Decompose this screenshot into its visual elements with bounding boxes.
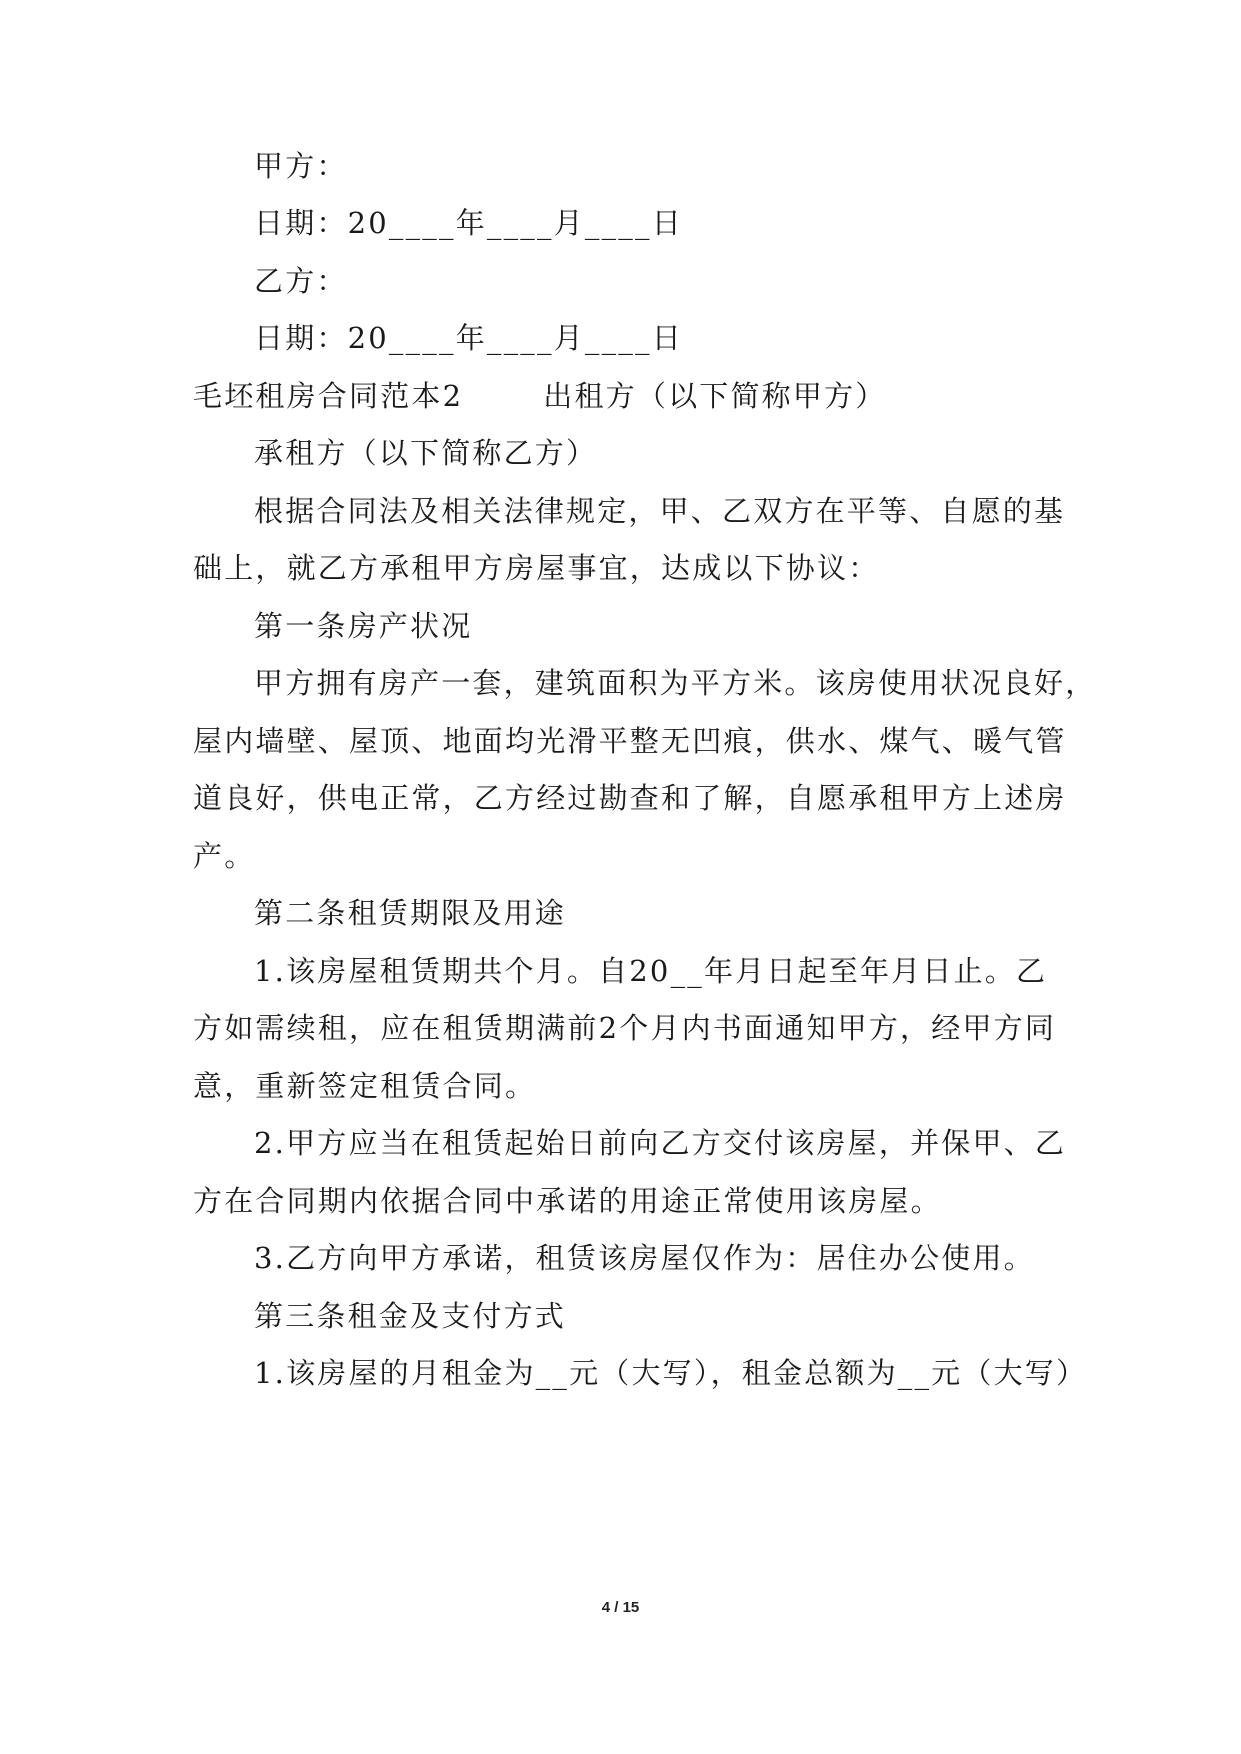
party-a-label: 甲方：	[254, 149, 348, 183]
article-3-clause-1: 1.该房屋的月租金为__元（大写），租金总额为__元（大写）	[254, 1356, 1088, 1390]
article-2-clause-1-line-3: 意，重新签定租赁合同。	[193, 1069, 537, 1103]
preamble-line-1: 根据合同法及相关法律规定，甲、乙双方在平等、自愿的基	[254, 494, 1066, 528]
contract-title: 毛坯租房合同范本2	[193, 379, 464, 413]
article-2-clause-1-line-2: 方如需续租，应在租赁期满前2个月内书面通知甲方，经甲方同	[193, 1011, 1057, 1045]
article-2-clause-2-line-1: 2.甲方应当在租赁起始日前向乙方交付该房屋，并保甲、乙	[254, 1126, 1067, 1160]
lessor-line: 出租方（以下简称甲方）	[543, 379, 887, 413]
lessee-line: 承租方（以下简称乙方）	[254, 436, 598, 470]
article-1-line-3: 道良好，供电正常，乙方经过勘查和了解，自愿承租甲方上述房	[193, 781, 1067, 815]
page-number: 4 / 15	[601, 1599, 640, 1616]
preamble-line-2: 础上，就乙方承租甲方房屋事宜，达成以下协议：	[193, 551, 880, 585]
party-a-date: 日期：20____年____月____日	[254, 206, 683, 240]
article-2-clause-2-line-2: 方在合同期内依据合同中承诺的用途正常使用该房屋。	[193, 1184, 942, 1218]
article-1-heading: 第一条房产状况	[254, 609, 473, 643]
article-1-line-4: 产。	[193, 839, 256, 873]
party-b-label: 乙方：	[254, 264, 348, 298]
article-1-line-2: 屋内墙壁、屋顶、地面均光滑平整无凹痕，供水、煤气、暖气管	[193, 724, 1067, 758]
article-1-line-1: 甲方拥有房产一套，建筑面积为平方米。该房使用状况良好，	[254, 666, 1097, 700]
article-2-heading: 第二条租赁期限及用途	[254, 896, 567, 930]
article-2-clause-3: 3.乙方向甲方承诺，租赁该房屋仅作为：居住办公使用。	[254, 1241, 1035, 1275]
article-2-clause-1-line-1: 1.该房屋租赁期共个月。自20__年月日起至年月日止。乙	[254, 954, 1048, 988]
article-3-heading: 第三条租金及支付方式	[254, 1299, 567, 1333]
contract-title-line	[193, 376, 886, 416]
party-b-date: 日期：20____年____月____日	[254, 321, 683, 355]
